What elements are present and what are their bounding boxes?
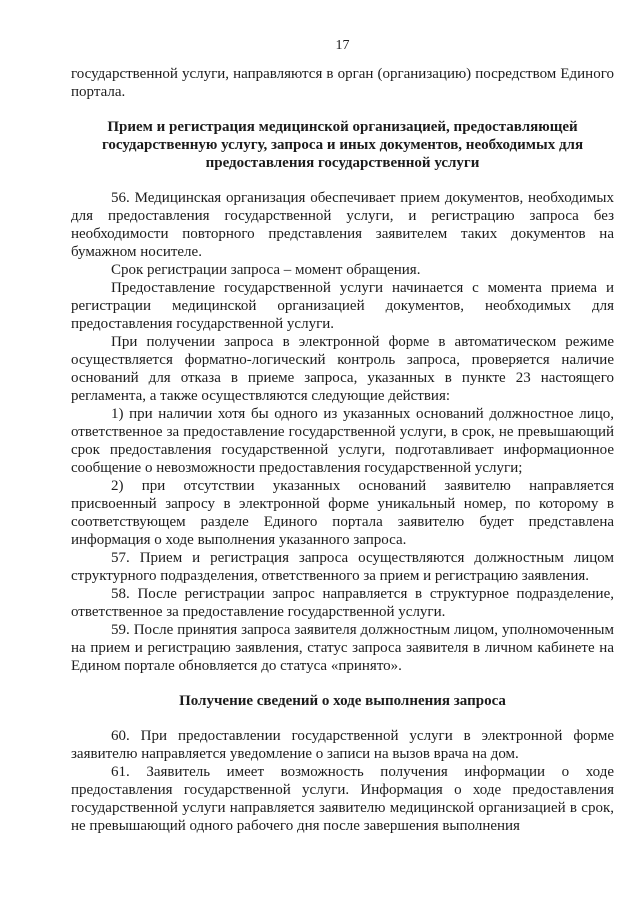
paragraph: 1) при наличии хотя бы одного из указанных оснований должностное лицо, ответственное за предоставление государственной услуги, в срок, не превышающий срок предоставления государственной услуги, подготавливает информационное сообщение о невозможности предоставления государственной услуги; xyxy=(71,406,614,476)
paragraph: Срок регистрации запроса – момент обращения. xyxy=(111,262,421,278)
paragraph: 61. Заявитель имеет возможность получения информации о ходе предоставления государственной услуги. Информация о ходе предоставления государственной услуги направляется заявителю медицинской организацией в срок, не превышающий одного рабочего дня после завершения выполнения xyxy=(71,764,614,834)
paragraph: 60. При предоставлении государственной услуги в электронной форме заявителю направляется уведомление о записи на вызов врача на дом. xyxy=(71,728,614,762)
paragraph: Предоставление государственной услуги начинается с момента приема и регистрации медицинской организацией документов, необходимых для предоставления государственной услуги. xyxy=(71,280,614,332)
section-heading: Прием и регистрация медицинской организацией, предоставляющей государственную услугу, запроса и иных документов, необходимых для предоставления государственной услуги xyxy=(101,119,584,171)
document-body xyxy=(71,65,614,835)
paragraph: 58. После регистрации запрос направляется в структурное подразделение, ответственное за предоставление государственной услуги. xyxy=(71,586,614,620)
paragraph: 57. Прием и регистрация запроса осуществляются должностным лицом структурного подразделения, ответственного за прием и регистрацию заявления. xyxy=(71,550,614,584)
paragraph: 2) при отсутствии указанных оснований заявителю направляется присвоенный запросу в электронной форме уникальный номер, по которому в соответствующем разделе Единого портала заявителю будет представлена информация о ходе выполнения указанного запроса. xyxy=(71,478,614,548)
paragraph: 59. После принятия запроса заявителя должностным лицом, уполномоченным на прием и регистрацию заявления, статус запроса заявителя в личном кабинете на Едином портале обновляется до статуса «принято». xyxy=(71,622,614,674)
paragraph: 56. Медицинская организация обеспечивает прием документов, необходимых для предоставления государственной услуги, и регистрацию запроса без необходимости повторного представления заявителем таких документов на бумажном носителе. xyxy=(71,190,614,260)
paragraph: При получении запроса в электронной форме в автоматическом режиме осуществляется форматно-логический контроль запроса, проверяется наличие оснований для отказа в приеме запроса, указанных в пункте 23 настоящего регламента, а также осуществляются следующие действия: xyxy=(71,334,614,404)
section-heading: Получение сведений о ходе выполнения запроса xyxy=(179,693,506,709)
paragraph: государственной услуги, направляются в орган (организацию) посредством Единого портала. xyxy=(71,66,614,100)
page-number: 17 xyxy=(335,38,350,53)
